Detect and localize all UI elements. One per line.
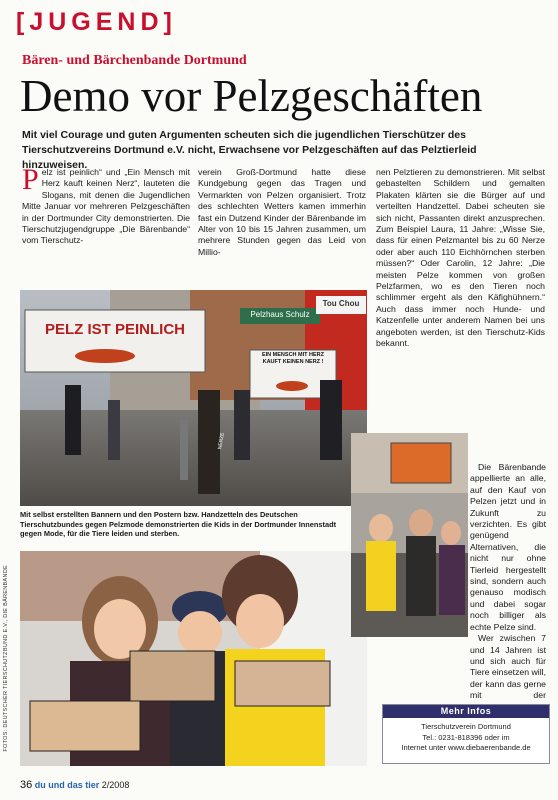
photo-street-demo [20,290,367,506]
photo-credit: FOTOS: DEUTSCHER TIERSCHUTZBUND E.V., DIE BÄRENBANDE [3,565,9,752]
column-3-continued [470,462,546,700]
issue-number: 2/2008 [101,780,130,790]
banner-pelz-ist-peinlich: PELZ IST PEINLICH [44,321,185,338]
kicker: Bären- und Bärchenbande Dortmund [22,53,247,68]
info-box-website: Internet unter www.diebaerenbande.de [401,743,531,752]
column-3-p3: Wer zwischen 7 und 14 Jahren ist und sich auch für Tiere einsetzen will, der kann das gerne mit der [470,633,546,700]
kids-posters-illustration [20,551,367,766]
column-2 [198,167,366,258]
column-3 [376,167,545,350]
info-box-phone: Tel.: 0231-818396 oder im [422,732,510,742]
shop-sign: Pelzhaus Schulz [250,310,310,319]
bag-text: NERZE [217,432,226,450]
page-number: 36 [20,779,33,791]
info-box [382,704,550,764]
info-box-org: Tierschutzverein Dortmund [421,722,511,731]
dropcap: P [22,163,39,196]
photo-kids-demo [351,433,468,637]
section-tag: [JUGEND] [16,8,177,36]
kids-demo-illustration [351,433,468,637]
photo-kids-posters [20,551,367,766]
column-3-p2: Die Bärenbande appellierte an alle, auf den Kauf von Pelzen jetzt und in Zukunft zu verzichten. Es gibt genügend Alternativen, die nicht nur ohne Tierleid hergestellt sind, sondern auch genauso modisch und dabei sogar noch billiger als echte Pelze sind. [470,462,546,632]
column-3-p1: nen Pelztieren zu demonstrieren. Mit selbst gebastelten Schildern und gemalten Plakaten klärten sie die Bürger auf und verteilten Handzettel. Dabei scheuten sie sich nicht, Passanten direkt anzusprechen. Zum Beispiel Laura, 11 Jahre: „Wisse Sie, dass für einen Pelzmantel bis zu 60 Nerze oder aber auch 110 Eichhörnchen sterben müssen?“ Oder Carolin, 12 Jahre: „Die meisten Pelze kommen von großen Pelzfarmen, wo es den Tieren noch schlimmer ergeht als den Käfighühnern.“ Auch dass immer noch Hunde- und Katzenfelle unter anderem Namen bei uns angeboten werden, ist den Tierschutz-Kids bekannt. [376,167,545,349]
column-1-text: elz ist peinlich“ und „Ein Mensch mit Herz kauft keinen Nerz“, lauteten die Slogans, mit denen die Jugendlichen Mitte Januar vor mehreren Pelzgeschäften in der Dortmunder City demonstrierten. Die Tierschutzjugendgruppe „Die Bärenbande“ vom Tierschutz- [22,167,190,246]
photo-caption: Mit selbst erstellten Bannern und den Postern bzw. Handzetteln des Deutschen Tierschutzbundes gegen Pelzmode demonstrierten die Kids in der Dortmunder Innenstadt gegen Mode, für die Tiere leiden und sterben. [20,510,358,539]
magazine-name: du und das tier [34,780,100,790]
shop-sign-2: Tou Chou [322,299,360,308]
column-2-text: verein Groß-Dortmund hatte diese Kundgebung gegen das Tragen und Vermarkten von Pelzen organisiert. Trotz des schlechten Wetters kamen immerhin fast ein Dutzend Kinder der Bärenbande im Alter von 10 bis 15 Jahren zusammen, um mehrere Stunden gegen das Leid von Millio- [198,167,366,257]
lead-paragraph: Mit viel Courage und guten Argumenten scheuten sich die jugendlichen Tierschützer des Tierschutzvereins Dortmund e.V. nicht, Erwachsene vor Pelzgeschäften auf das Pelztierleid hinzuweisen. [22,129,477,171]
info-box-title: Mehr Infos [383,705,549,718]
page-footer [20,779,129,791]
banner-ein-mensch: EIN MENSCH MIT HERZ KAUFT KEINEN NERZ ! [261,352,325,365]
headline: Demo vor Pelzgeschäften [20,71,483,121]
column-1 [22,163,190,247]
